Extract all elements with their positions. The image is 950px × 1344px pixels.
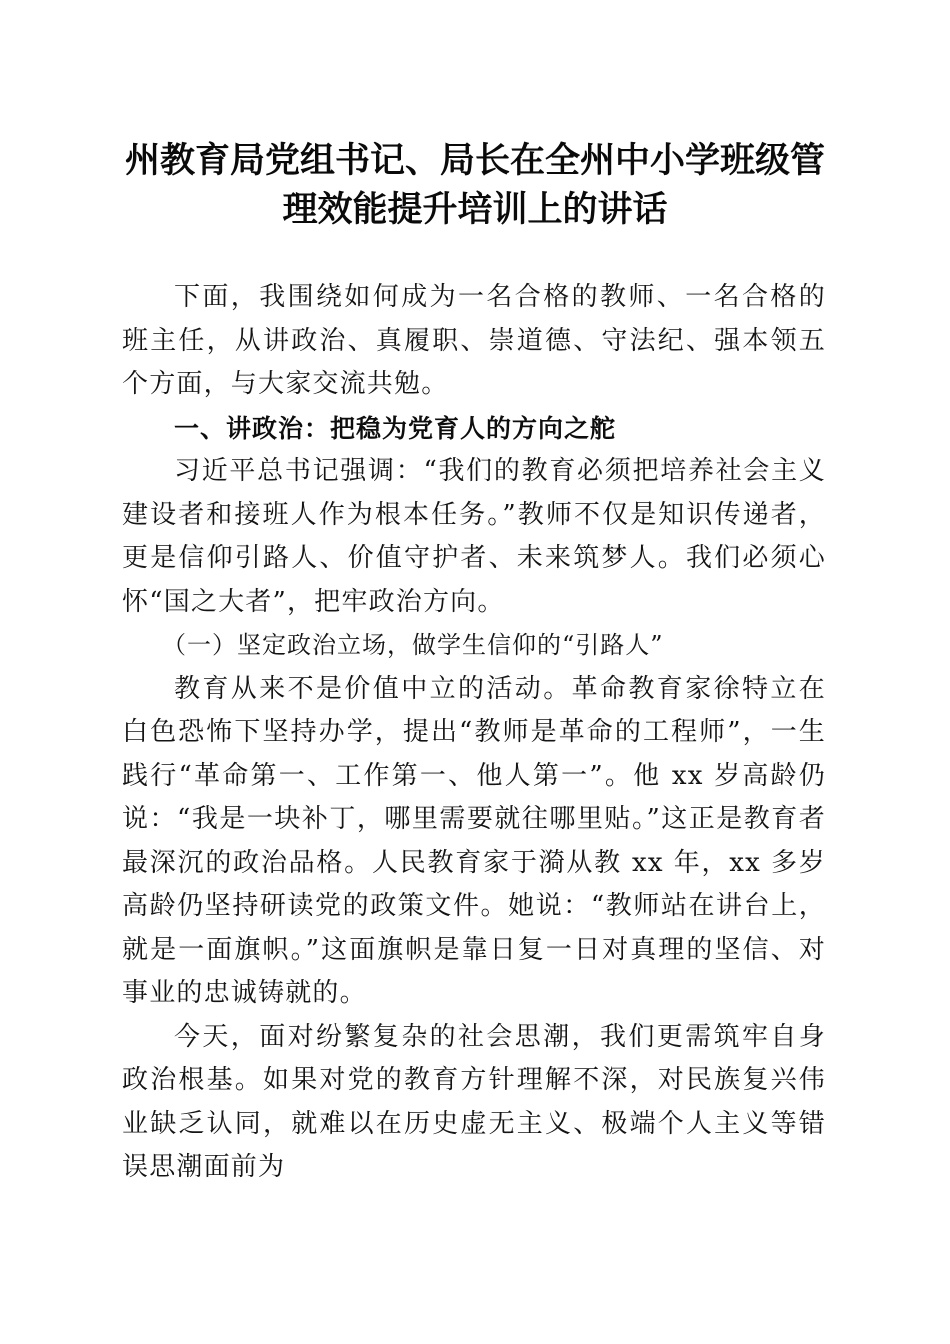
title-line-1: 州教育局党组书记、局长在全州中小学班级管 (124, 140, 825, 181)
subsection1-paragraph-1: 教育从来不是价值中立的活动。革命教育家徐特立在白色恐怖下坚持办学，提出“教师是革命的工程师”，一生践行“革命第一、工作第一、他人第一”。他 xx 岁高龄仍说：“我是一块补丁，哪里需要就往哪里贴。”这正是教育者最深沉的政治品格。人民教育家于漪从教 xx 年，xx 多岁高龄仍坚持研读党的政策文件。她说：“教师站在讲台上，就是一面旗帜。”这面旗帜是靠日复一日对真理的坚信、对事业的忠诚铸就的。 (122, 673, 826, 1008)
subsection-heading-1: （一）坚定政治立场，做学生信仰的“引路人” (162, 631, 664, 659)
document-title (100, 136, 850, 234)
subsection1-paragraph-2: 今天，面对纷繁复杂的社会思潮，我们更需筑牢自身政治根基。如果对党的教育方针理解不深，对民族复兴伟业缺乏认同，就难以在历史虚无主义、极端个人主义等错误思潮面前为 (122, 1021, 826, 1182)
title-line-2: 理效能提升培训上的讲话 (282, 189, 668, 230)
intro-paragraph: 下面，我围绕如何成为一名合格的教师、一名合格的班主任，从讲政治、真履职、崇道德、守法纪、强本领五个方面，与大家交流共勉。 (122, 282, 826, 399)
section1-paragraph-1: 习近平总书记强调：“我们的教育必须把培养社会主义建设者和接班人作为根本任务。”教师不仅是知识传递者，更是信仰引路人、价值守护者、未来筑梦人。我们必须心怀“国之大者”，把牢政治方向。 (122, 456, 826, 617)
document-body (122, 276, 826, 1190)
section-heading-1: 一、讲政治：把稳为党育人的方向之舵 (174, 413, 617, 443)
